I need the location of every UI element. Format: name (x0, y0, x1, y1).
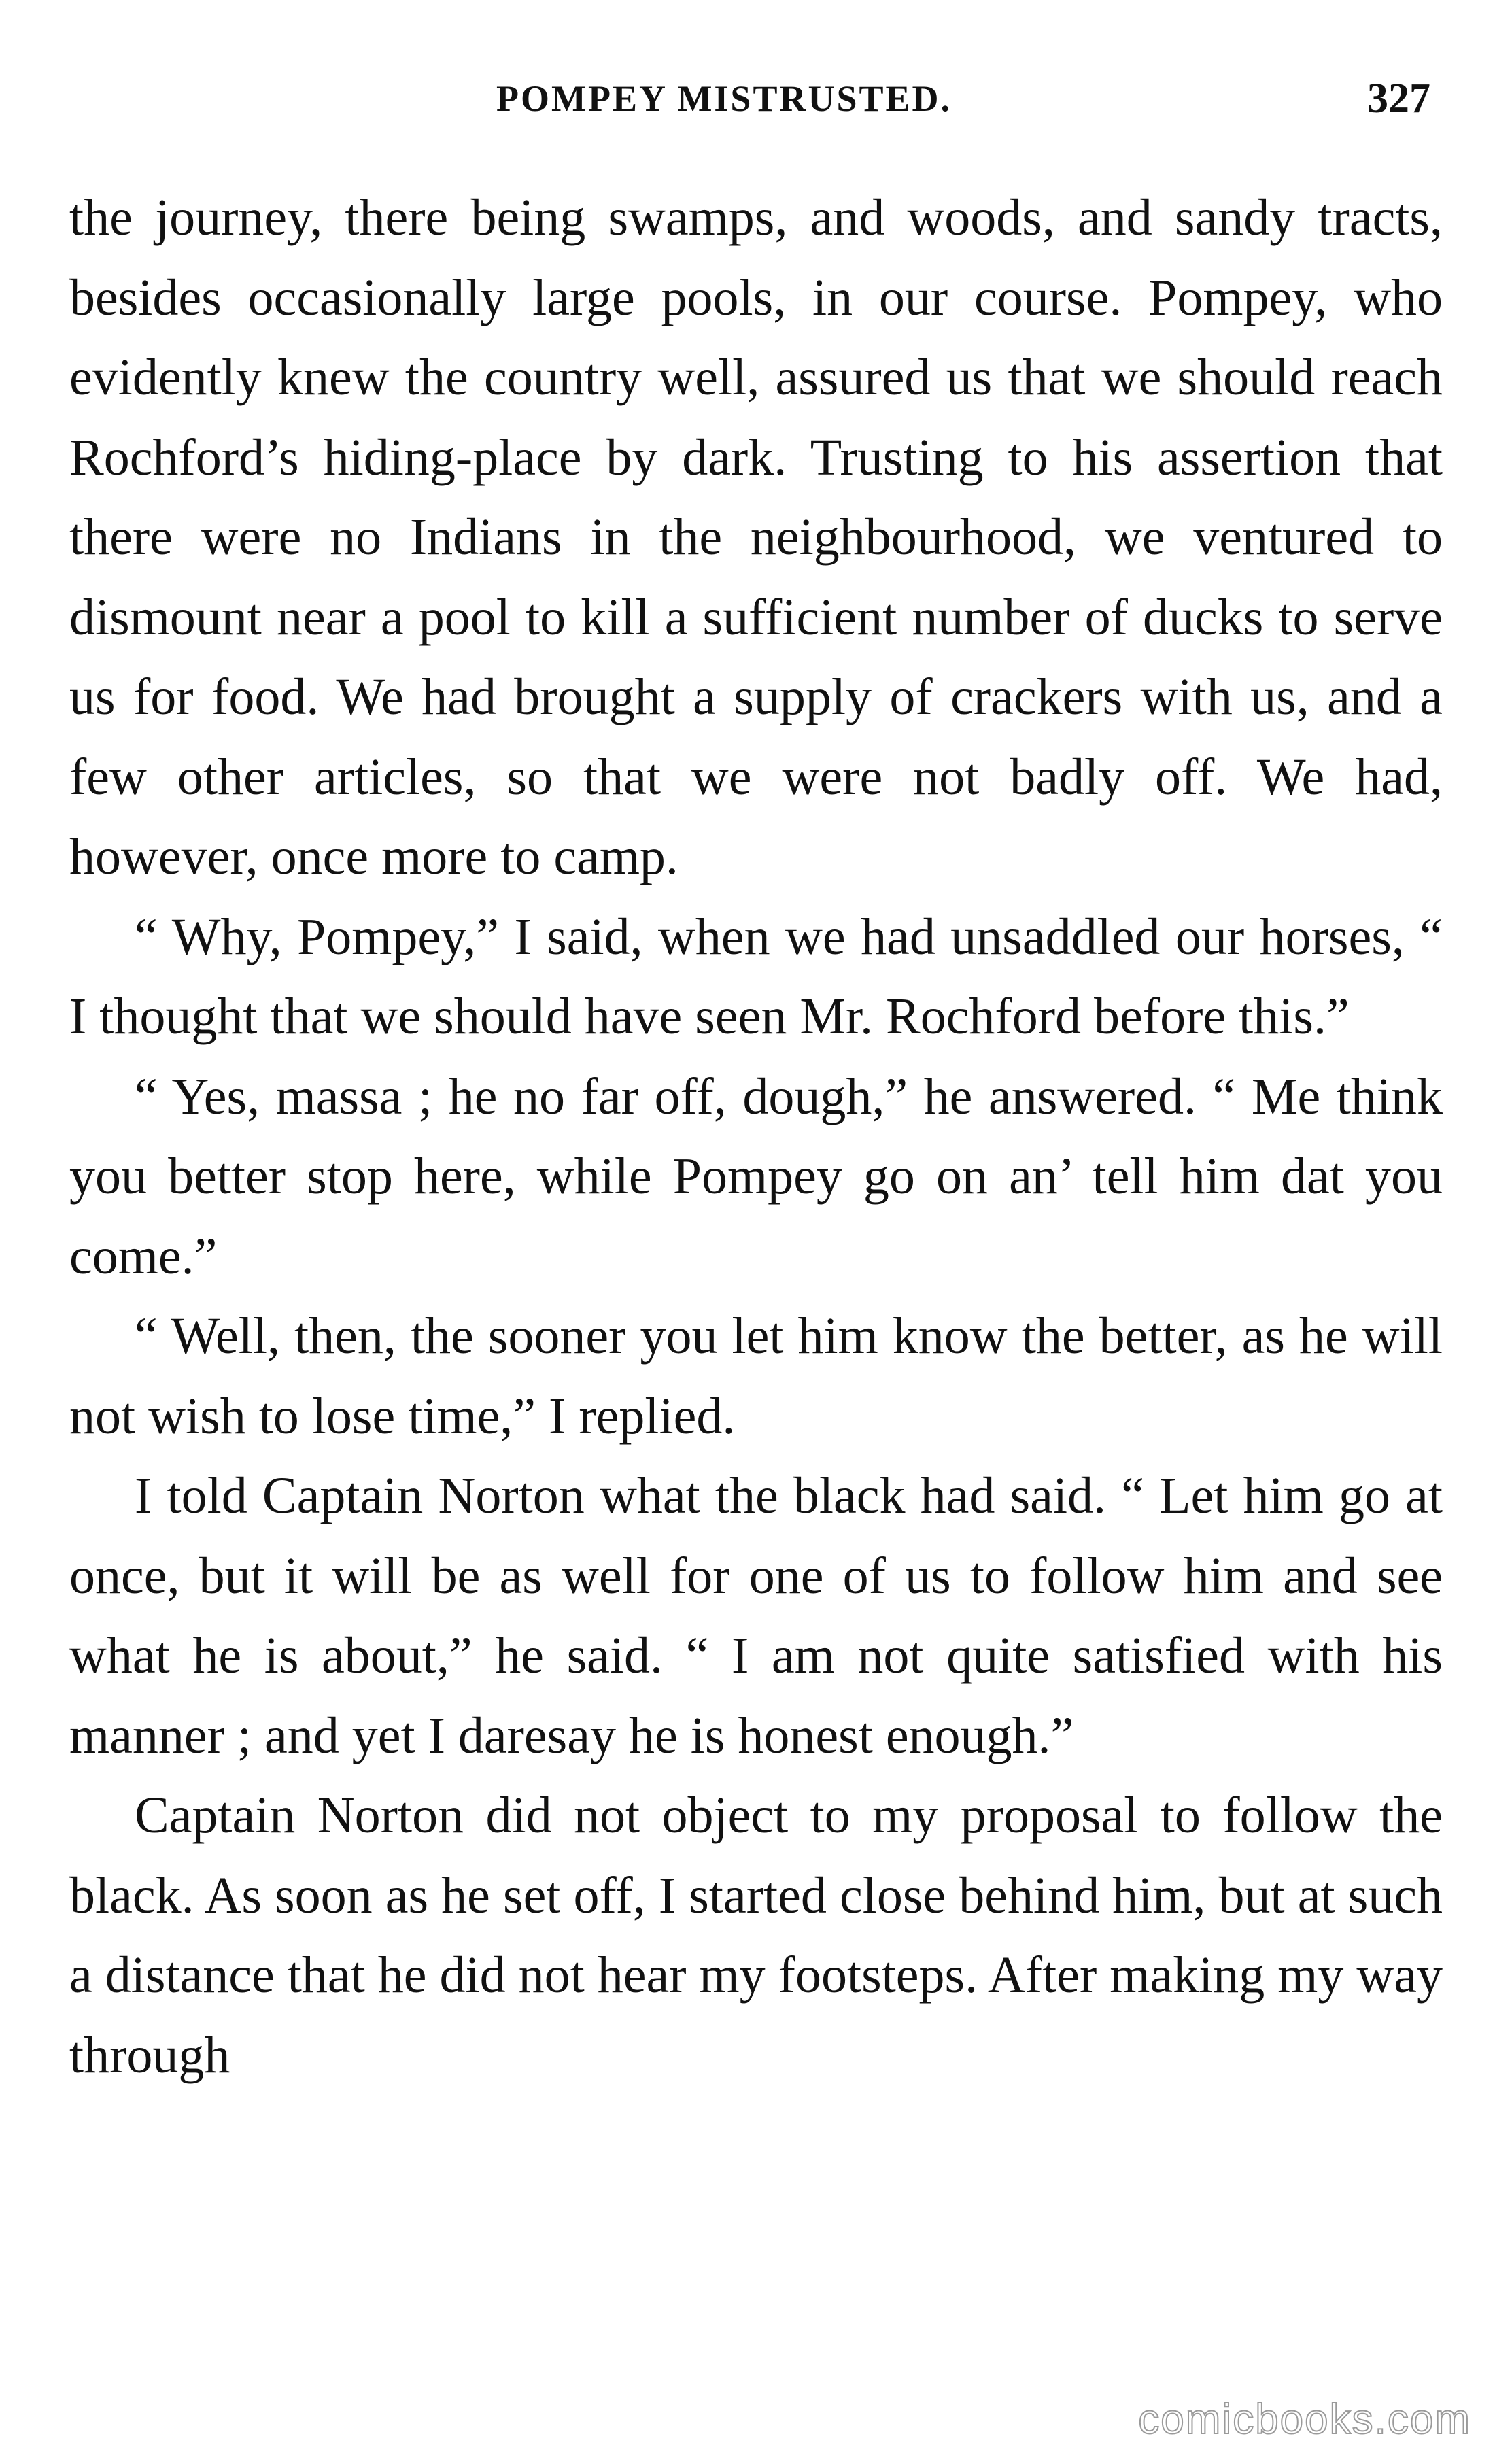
page-header (0, 68, 1512, 129)
paragraph-dialogue-yes-massa: “ Yes, massa ; he no far off, dough,” he answered. “ Me think you better stop here, while Pompey go on an’ tell him dat you come.” (69, 1067, 1443, 1285)
paragraph-continuation: the journey, there being swamps, and woods, and sandy tracts, besides occasionally large pools, in our course. Pompey, who evidently knew the country well, assured us that we should reach Rochford’s hiding-place by dark. Trusting to his assertion that there were no Indians in the neighbourhood, we ventured to dismount near a pool to kill a sufficient number of ducks to serve us for food. We had brought a supply of crackers with us, and a few other articles, so that we were not badly off. We had, however, once more to camp. (69, 189, 1443, 885)
page-number: 327 (1367, 75, 1430, 122)
running-title: POMPEY MISTRUSTED. (496, 78, 952, 119)
paragraph-captain-norton-said: I told Captain Norton what the black had said. “ Let him go at once, but it will be as well for one of us to follow him and see what he is about,” he said. “ I am not quite satisfied with his manner ; and yet I daresay he is honest enough.” (69, 1467, 1443, 1764)
body-text (69, 178, 1443, 2095)
paragraph-dialogue-well-then: “ Well, then, the sooner you let him know the better, as he will not wish to lose time,” I replied. (69, 1307, 1443, 1445)
paragraph-follow-the-black: Captain Norton did not object to my proposal to follow the black. As soon as he set off, I started close behind him, but at such a distance that he did not hear my footsteps. After making my way through (69, 1787, 1443, 2084)
paragraph-dialogue-why-pompey: “ Why, Pompey,” I said, when we had unsaddled our horses, “ I thought that we should have seen Mr. Rochford before this.” (69, 908, 1443, 1045)
watermark: comicbooks.com (1138, 2396, 1471, 2443)
